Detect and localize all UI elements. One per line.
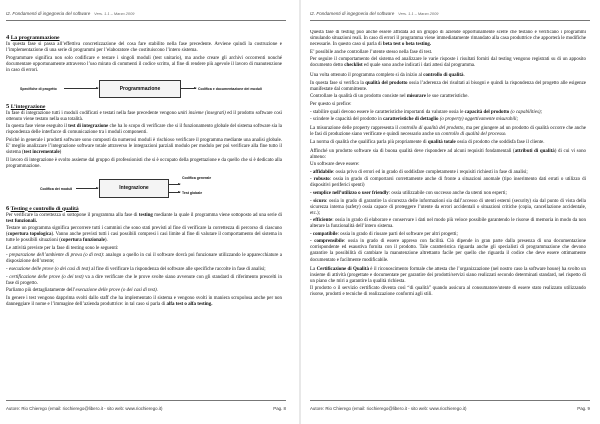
paragraph: Programmare significa non solo codificare e testare i singoli moduli (test unitario), ma anche creare gli archivi occorrenti nonché documentare opportunamente attraverso l’uso mirato di commenti il codice scritto, al fine di rendere più agevole il lavoro di manutenzione in caso di errori. (6, 55, 282, 73)
diagram-output-bottom: Test globale (182, 190, 203, 195)
list-item: - stabilire quali devono essere le caratteristiche importanti da valutare ossia le capacità del prodotto (o capabilities); (310, 109, 543, 115)
list-item: - certificazione delle prove (o dei test) va a dire verificare che le prove svolte siano avvenute con gli standard di riferimento prescelti in fase di progetto. (6, 274, 282, 286)
list-item: - esecuzione delle prove (o dei casi di test) al fine di verificare la rispondenza del software alle specifiche raccolte in fase di analisi; (6, 267, 266, 273)
footer-rule (6, 400, 286, 401)
integrazione-diagram (6, 173, 282, 201)
paragraph: Controllare la qualità di un prodotto consiste nel misurare le sue caratteristiche. (310, 94, 469, 100)
paragraph: E’ possibile anche controllare l’utente stesso nella fase di test. (310, 49, 433, 55)
paragraph: In genere i test vengono dapprima svolti dallo staff che ha implementato il sistema e vengono svolti in maniera scrupolosa anche per non danneggiare il nome e l’immagine dell’azienda produttrice: in tal caso si parla di alfa test o alfa testing. (6, 295, 282, 307)
paragraph: Le attività previste per la fase di testing sono le seguenti: (6, 245, 119, 251)
paragraph: Un software deve essere: (310, 162, 360, 168)
footer-rule (310, 400, 590, 401)
paragraph: Poiché in generale i prodotti software sono composti da numerosi moduli è rischioso verificare il programma mediante una analisi globale. E’ meglio analizzare l’integrazione software totale attraverso le integrazioni parziali modulo per modulo per poi verificare alla fine tutto il sistema (test incrementale) (6, 137, 282, 156)
paragraph: Per seguire il comportamento del sistema ed analizzare le varie risposte i risultati forniti dal testing vengono registrati su di un apposito documento detto checklist ed quale sono anche indicati i dati attesi dal programma. (310, 57, 586, 69)
page-number: Pag. 8 (273, 406, 286, 411)
list-item: - preparazione dell’ambiente di prova (o di test): analogo a quello in cui il software dovrà poi funzionare utilizzando le apparecchiature a disposizione dell’utente; (6, 253, 282, 265)
programmazione-diagram (6, 77, 282, 99)
paragraph: Testare un programma significa percorrere tutti i cammini che sono stati previsti al fine di verificare la correttezza di percorso di ciascuno (copertura topologica). Vanno anche previsti tutti i casi possibili compresi i casi limite al fine di valutare il comportamento del sistema in tutte le possibili situazioni (copertura funzionale). (6, 226, 282, 244)
section-heading-5: 5 L’integrazione (6, 102, 46, 110)
header-title: I2. Fondamenti di ingegneria del software (6, 11, 91, 16)
paragraph: In questa fase si verifica la qualità del prodotto ossia l’aderenza dei risultati ai bisogni e quindi la rispondenza del progetto alle esigenze manifestate dal committente. (310, 80, 586, 92)
paragraph: La Certificazione di Qualità è il riconoscimento formale che attesta che l’organizzazione (nel nostro caso la software house) ha svolto un insieme di attività (progettate e documentate per garantire dei prodotti/servizi siano realizzati secondo determinati standard, nel rispetto di un piano che miri a garantire la qualità richiesta. (310, 266, 586, 284)
page-gutter (299, 0, 301, 424)
list-item: - semplice nell’utilizzo o user friendly: ossia utilizzabile con successo anche da utenti non esperti; (310, 191, 507, 197)
paragraph: In questa fase si passa all’effettiva concretizzazione del cosa fare stabilito nella fase precedente. Avviene quindi la costruzione e l’implementazione di una serie di programmi per l’elaboratore che costituiscono l’intero sistema. (6, 42, 282, 54)
page-8 (0, 0, 296, 424)
paragraph: Il prodotto o il servizio certificato diventa così “di qualità” quando assicura al consumatore/utente di essere stato realizzato utilizzando risorse, prodotti e tecniche di realizzazione conformi agli stili. (310, 286, 586, 298)
diagram-output-label: Codifica e documentazione dei moduli (198, 86, 262, 91)
diagram-input-label: Codifica dei moduli (40, 186, 73, 191)
integrazione-box: Integrazione (99, 179, 169, 198)
header-rule (310, 20, 590, 21)
arrow-out-top (168, 184, 180, 185)
header-title: I2. Fondamenti di ingegneria del software (310, 11, 395, 16)
paragraph: Affinché un prodotto software sia di buona qualità deve rispondere ad alcuni requisiti fondamentali (attributi di qualità) di cui vi sono almeno: (310, 148, 586, 160)
list-item: - affidabile: ossia privo di errori ed in grado di soddisfare completamente i requisiti richiesti in fase di analisi; (310, 169, 528, 175)
page-footer (6, 406, 286, 411)
header-version: Vers. 1.1 – Marzo 2009 (398, 11, 439, 16)
list-item: - sicuro: ossia in grado di garantire la sicurezza delle informazioni sia dall’accesso di utenti esterni (security) sia dal punto di vista della sicurezza interna (safety) ossia capace di proteggere l’utente da errori accidentali o situazioni critiche (copia, cancellazione accidentale, etc.); (310, 198, 586, 216)
list-item: - scindere le capacità del prodotto in caratteristiche di dettaglio (o property) oggettivamente misurabili; (310, 117, 519, 123)
diagram-input-label: Specifiche di progetto (20, 86, 57, 91)
list-item: - efficiente: ossia in grado di elaborare e conservare i dati nel modo più veloce possibile garantendo le risorse di memoria in modo da non alterare la funzionalità dell’intero sistema. (310, 218, 586, 230)
paragraph: La misurazione delle property rappresenta il controllo di qualità del prodotto, ma per giungere ad un prodotto di qualità occorre che anche le fasi di produzione siano verificate e quindi necessario anche un controllo di qualità del processo. (310, 126, 586, 138)
footer-author: Autore: Rio Chierego (email: riochierego@libero.it - sito web: www.riochierego.it) (6, 406, 163, 411)
paragraph: Una volta ottenuto il programma completo si da inizio al controllo di qualità. (310, 73, 465, 79)
header-version: Vers. 1.1 – Marzo 2009 (94, 11, 135, 16)
header-rule (6, 20, 286, 21)
paragraph: In fase di integrazione tutti i moduli codificati e testati nella fase precedente vengono uniti insieme (insegrati) ed il prodotto software così ottenuto viene testato nella sua totalità. (6, 110, 282, 122)
paragraph: In questa fase viene eseguito il test di integrazione che ha lo scopo di verificare che si il funzionamento globale del sistema software sia la rispondenza delle interfacce di comunicazione tra i moduli componenti. (6, 124, 282, 136)
page-9 (304, 0, 600, 424)
paragraph: Questa fase di testing può anche essere affidata ad un gruppo di aziende opportunamente scelte che testano e verificano i programmi simulando situazioni reali. In caso di errori il programma viene immediatamente rimandato alla casa produttrice che apporterà le modifiche necessarie. In questo caso si parla di beta test o beta testing. (310, 30, 586, 48)
arrow-in (76, 188, 98, 189)
footer-author: Autore: Rio Chierego (email: riochierego@libero.it - sito web: www.riochierego.it) (310, 406, 467, 411)
list-item: - compatibile: ossia in grado di riusare parti del software per altri progetti; (310, 231, 458, 237)
page-footer (310, 406, 590, 411)
paragraph: Parliamo più dettagliatamente dell’esecuzione delle prove (o dei casi di test). (6, 288, 158, 294)
page-number: Pag. 9 (577, 406, 590, 411)
paragraph: La norma di qualità che qualifica parla più propriamente di qualità totale ossia di prodotto che soddisfa fase il cliente. (310, 139, 545, 145)
list-item: - robusto: ossia in grado di comportarsi correttamente anche di fronte a situazioni anomale (tipo inserimento dati errati o utilizzo di dispositivi periferici spenti) (310, 177, 586, 189)
list-item: - comprensibile: ossia in grado di essere appreso con facilità. Ciò dipende in gran parte dalla presenza di una documentazione corrispondente ed esaustiva fornita con il prodotto. Tale caratteristica riguarda anche gli specialisti di programmazione che devono garantire la possibilità di cambiare la manutenzione altrettanto facile per quello che riguarda il codice che deve essere ottimamente documentato e facilmente modificabile. (310, 239, 586, 263)
page-body (310, 30, 586, 394)
page-body (6, 30, 282, 394)
paragraph: Il lavoro di integrazione è svolto assieme dal gruppo di professionisti che si è occupato della progettazione e da quello che si è dedicato alla programmazione. (6, 157, 282, 169)
page-header (310, 11, 590, 20)
paragraph: Per questo si prefice: (310, 101, 352, 107)
section-heading-6: 6 Testing e controllo di qualità (6, 204, 79, 212)
arrow-out (180, 88, 196, 89)
arrow-out-bottom (168, 192, 180, 193)
arrow-in (64, 88, 98, 89)
paragraph: Per verificare la correttezza si sottopone il programma alla fase di testing mediante la quale il programma viene sottoposto ad una serie di test funzionali. (6, 212, 282, 224)
section-heading-4: 4 La programmazione (6, 34, 60, 41)
page-header (6, 11, 286, 20)
diagram-output-top: Codifica generale (182, 175, 212, 180)
programmazione-box: Programmazione (99, 80, 181, 98)
